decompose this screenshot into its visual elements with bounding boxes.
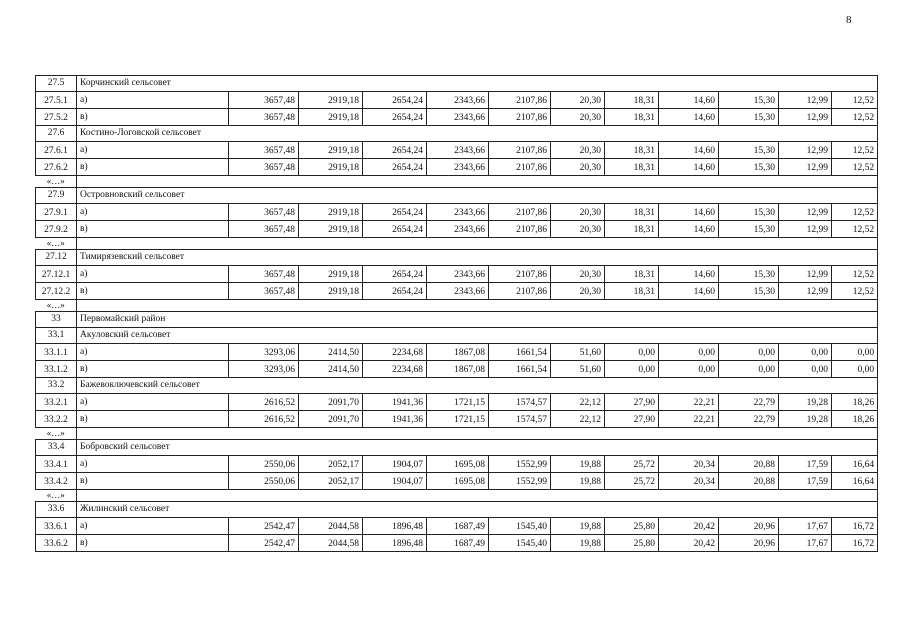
row-code: 33.6.2 [36, 535, 77, 552]
value-cell: 15,30 [719, 221, 779, 238]
value-cell: 18,31 [605, 204, 659, 221]
value-cell: 2542,47 [229, 518, 299, 535]
value-cell: 1941,36 [363, 411, 427, 428]
row-code: 27.9.2 [36, 221, 77, 238]
value-cell: 12,99 [779, 92, 832, 109]
value-cell: 0,00 [719, 344, 779, 361]
ellipsis-filler [77, 300, 878, 312]
value-cell: 2654,24 [363, 283, 427, 300]
value-cell: 2107,86 [489, 159, 551, 176]
value-cell: 1896,48 [363, 518, 427, 535]
value-cell: 20,30 [551, 159, 605, 176]
value-cell: 22,12 [551, 394, 605, 411]
value-cell: 2414,50 [299, 344, 363, 361]
ellipsis-mark: «…» [36, 428, 77, 440]
row-code: 33.4.1 [36, 456, 77, 473]
value-cell: 51,60 [551, 361, 605, 378]
section-code: 33.1 [36, 328, 77, 344]
value-cell: 15,30 [719, 109, 779, 126]
section-code: 27.12 [36, 250, 77, 266]
value-cell: 14,60 [659, 283, 719, 300]
value-cell: 18,31 [605, 142, 659, 159]
row-label: а) [77, 518, 229, 535]
value-cell: 14,60 [659, 92, 719, 109]
section-name: Островновский сельсовет [77, 188, 878, 204]
value-cell: 12,99 [779, 204, 832, 221]
value-cell: 16,64 [832, 473, 878, 490]
value-cell: 17,59 [779, 456, 832, 473]
value-cell: 1552,99 [489, 456, 551, 473]
value-cell: 2919,18 [299, 221, 363, 238]
value-cell: 0,00 [659, 344, 719, 361]
section-name: Тимирязевский сельсовет [77, 250, 878, 266]
value-cell: 18,26 [832, 411, 878, 428]
value-cell: 20,30 [551, 92, 605, 109]
section-row [36, 378, 878, 394]
row-code: 27.5.1 [36, 92, 77, 109]
row-code: 33.2.2 [36, 411, 77, 428]
row-label: в) [77, 411, 229, 428]
value-cell: 2091,70 [299, 411, 363, 428]
value-cell: 12,52 [832, 266, 878, 283]
value-cell: 2107,86 [489, 92, 551, 109]
value-cell: 12,52 [832, 92, 878, 109]
value-cell: 0,00 [659, 361, 719, 378]
value-cell: 20,96 [719, 535, 779, 552]
value-cell: 15,30 [719, 283, 779, 300]
value-cell: 16,72 [832, 518, 878, 535]
value-cell: 3657,48 [229, 204, 299, 221]
ellipsis-row [36, 238, 878, 250]
value-cell: 12,99 [779, 221, 832, 238]
value-cell: 25,80 [605, 518, 659, 535]
value-cell: 2550,06 [229, 473, 299, 490]
value-cell: 20,42 [659, 535, 719, 552]
value-cell: 19,88 [551, 456, 605, 473]
value-cell: 3657,48 [229, 283, 299, 300]
table-row [36, 266, 878, 283]
value-cell: 27,90 [605, 394, 659, 411]
section-code: 27.5 [36, 76, 77, 92]
value-cell: 20,30 [551, 266, 605, 283]
value-cell: 1574,57 [489, 411, 551, 428]
value-cell: 15,30 [719, 142, 779, 159]
value-cell: 1661,54 [489, 344, 551, 361]
value-cell: 2919,18 [299, 92, 363, 109]
section-code: 33.4 [36, 440, 77, 456]
section-row [36, 250, 878, 266]
value-cell: 2616,52 [229, 394, 299, 411]
value-cell: 18,31 [605, 92, 659, 109]
row-label: в) [77, 159, 229, 176]
value-cell: 12,52 [832, 142, 878, 159]
section-row [36, 312, 878, 328]
table-row [36, 283, 878, 300]
table-row [36, 344, 878, 361]
value-cell: 3657,48 [229, 266, 299, 283]
value-cell: 20,30 [551, 204, 605, 221]
value-cell: 20,30 [551, 142, 605, 159]
value-cell: 2343,66 [427, 283, 489, 300]
value-cell: 2343,66 [427, 221, 489, 238]
ellipsis-mark: «…» [36, 490, 77, 502]
value-cell: 20,42 [659, 518, 719, 535]
row-label: а) [77, 204, 229, 221]
row-label: в) [77, 283, 229, 300]
row-code: 27.9.1 [36, 204, 77, 221]
section-row [36, 188, 878, 204]
value-cell: 22,79 [719, 411, 779, 428]
value-cell: 14,60 [659, 142, 719, 159]
value-cell: 2654,24 [363, 92, 427, 109]
value-cell: 2044,58 [299, 535, 363, 552]
value-cell: 19,88 [551, 535, 605, 552]
value-cell: 12,99 [779, 109, 832, 126]
value-cell: 20,30 [551, 109, 605, 126]
value-cell: 20,34 [659, 473, 719, 490]
value-cell: 20,34 [659, 456, 719, 473]
tariff-table [35, 75, 878, 552]
value-cell: 16,72 [832, 535, 878, 552]
section-name: Корчинский сельсовет [77, 76, 878, 92]
table-row [36, 411, 878, 428]
section-name: Костино-Логовской сельсовет [77, 126, 878, 142]
ellipsis-mark: «…» [36, 176, 77, 188]
row-code: 33.4.2 [36, 473, 77, 490]
value-cell: 2654,24 [363, 109, 427, 126]
row-code: 33.1.2 [36, 361, 77, 378]
value-cell: 2343,66 [427, 266, 489, 283]
section-row [36, 328, 878, 344]
section-name: Первомайский район [77, 312, 878, 328]
ellipsis-filler [77, 176, 878, 188]
value-cell: 2654,24 [363, 204, 427, 221]
value-cell: 12,99 [779, 159, 832, 176]
value-cell: 2091,70 [299, 394, 363, 411]
value-cell: 17,67 [779, 518, 832, 535]
value-cell: 1695,08 [427, 456, 489, 473]
row-label: а) [77, 142, 229, 159]
value-cell: 2919,18 [299, 283, 363, 300]
value-cell: 19,88 [551, 473, 605, 490]
row-code: 33.1.1 [36, 344, 77, 361]
ellipsis-filler [77, 490, 878, 502]
value-cell: 20,30 [551, 283, 605, 300]
value-cell: 2234,68 [363, 344, 427, 361]
value-cell: 1867,08 [427, 344, 489, 361]
value-cell: 22,21 [659, 411, 719, 428]
value-cell: 2107,86 [489, 266, 551, 283]
ellipsis-mark: «…» [36, 238, 77, 250]
value-cell: 2343,66 [427, 159, 489, 176]
section-name: Бажевоключевский сельсовет [77, 378, 878, 394]
value-cell: 20,96 [719, 518, 779, 535]
value-cell: 2052,17 [299, 456, 363, 473]
value-cell: 15,30 [719, 92, 779, 109]
value-cell: 1721,15 [427, 394, 489, 411]
value-cell: 0,00 [832, 344, 878, 361]
value-cell: 2044,58 [299, 518, 363, 535]
value-cell: 14,60 [659, 221, 719, 238]
value-cell: 22,79 [719, 394, 779, 411]
section-name: Бобровский сельсовет [77, 440, 878, 456]
section-row [36, 502, 878, 518]
value-cell: 12,99 [779, 142, 832, 159]
value-cell: 18,31 [605, 221, 659, 238]
value-cell: 1687,49 [427, 535, 489, 552]
value-cell: 19,88 [551, 518, 605, 535]
value-cell: 2919,18 [299, 109, 363, 126]
row-code: 27.12.1 [36, 266, 77, 283]
value-cell: 25,72 [605, 473, 659, 490]
value-cell: 12,52 [832, 204, 878, 221]
value-cell: 2542,47 [229, 535, 299, 552]
table-row [36, 535, 878, 552]
value-cell: 18,31 [605, 109, 659, 126]
value-cell: 2052,17 [299, 473, 363, 490]
section-code: 27.9 [36, 188, 77, 204]
row-label: а) [77, 394, 229, 411]
value-cell: 19,28 [779, 411, 832, 428]
value-cell: 1687,49 [427, 518, 489, 535]
value-cell: 3657,48 [229, 221, 299, 238]
value-cell: 2550,06 [229, 456, 299, 473]
table-row [36, 92, 878, 109]
row-label: в) [77, 221, 229, 238]
value-cell: 12,52 [832, 109, 878, 126]
value-cell: 0,00 [779, 361, 832, 378]
table-row [36, 142, 878, 159]
table-row [36, 204, 878, 221]
value-cell: 18,31 [605, 159, 659, 176]
value-cell: 27,90 [605, 411, 659, 428]
value-cell: 2654,24 [363, 142, 427, 159]
value-cell: 1574,57 [489, 394, 551, 411]
value-cell: 1721,15 [427, 411, 489, 428]
value-cell: 12,52 [832, 159, 878, 176]
value-cell: 12,52 [832, 221, 878, 238]
value-cell: 3657,48 [229, 109, 299, 126]
ellipsis-row [36, 176, 878, 188]
value-cell: 17,67 [779, 535, 832, 552]
value-cell: 2414,50 [299, 361, 363, 378]
value-cell: 2343,66 [427, 109, 489, 126]
table-row [36, 221, 878, 238]
value-cell: 1896,48 [363, 535, 427, 552]
row-label: а) [77, 456, 229, 473]
row-label: в) [77, 535, 229, 552]
section-row [36, 440, 878, 456]
value-cell: 12,99 [779, 266, 832, 283]
row-code: 27.5.2 [36, 109, 77, 126]
value-cell: 1695,08 [427, 473, 489, 490]
value-cell: 2343,66 [427, 204, 489, 221]
row-label: а) [77, 266, 229, 283]
value-cell: 14,60 [659, 159, 719, 176]
value-cell: 2919,18 [299, 159, 363, 176]
value-cell: 2107,86 [489, 142, 551, 159]
ellipsis-filler [77, 428, 878, 440]
value-cell: 18,31 [605, 266, 659, 283]
row-code: 27.6.1 [36, 142, 77, 159]
value-cell: 12,99 [779, 283, 832, 300]
section-code: 33 [36, 312, 77, 328]
value-cell: 0,00 [605, 361, 659, 378]
row-label: а) [77, 344, 229, 361]
value-cell: 18,26 [832, 394, 878, 411]
value-cell: 1545,40 [489, 518, 551, 535]
value-cell: 3293,06 [229, 344, 299, 361]
value-cell: 3657,48 [229, 142, 299, 159]
row-label: а) [77, 92, 229, 109]
ellipsis-row [36, 490, 878, 502]
value-cell: 2654,24 [363, 221, 427, 238]
row-code: 33.6.1 [36, 518, 77, 535]
value-cell: 2654,24 [363, 266, 427, 283]
value-cell: 1904,07 [363, 473, 427, 490]
value-cell: 22,21 [659, 394, 719, 411]
row-label: в) [77, 361, 229, 378]
table-row [36, 109, 878, 126]
section-code: 33.2 [36, 378, 77, 394]
table-row [36, 518, 878, 535]
value-cell: 3657,48 [229, 159, 299, 176]
value-cell: 2107,86 [489, 109, 551, 126]
row-label: в) [77, 109, 229, 126]
row-label: в) [77, 473, 229, 490]
value-cell: 51,60 [551, 344, 605, 361]
table-row [36, 361, 878, 378]
ellipsis-row [36, 300, 878, 312]
value-cell: 25,80 [605, 535, 659, 552]
value-cell: 14,60 [659, 109, 719, 126]
page-number: 8 [846, 14, 852, 26]
ellipsis-mark: «…» [36, 300, 77, 312]
value-cell: 2234,68 [363, 361, 427, 378]
value-cell: 20,88 [719, 456, 779, 473]
value-cell: 18,31 [605, 283, 659, 300]
value-cell: 2107,86 [489, 221, 551, 238]
table-row [36, 159, 878, 176]
section-code: 27.6 [36, 126, 77, 142]
value-cell: 19,28 [779, 394, 832, 411]
value-cell: 2107,86 [489, 283, 551, 300]
value-cell: 12,52 [832, 283, 878, 300]
value-cell: 14,60 [659, 266, 719, 283]
value-cell: 22,12 [551, 411, 605, 428]
value-cell: 25,72 [605, 456, 659, 473]
value-cell: 0,00 [605, 344, 659, 361]
value-cell: 15,30 [719, 266, 779, 283]
value-cell: 2107,86 [489, 204, 551, 221]
table-row [36, 473, 878, 490]
value-cell: 2343,66 [427, 92, 489, 109]
row-code: 33.2.1 [36, 394, 77, 411]
value-cell: 1552,99 [489, 473, 551, 490]
table-row [36, 456, 878, 473]
section-row [36, 126, 878, 142]
value-cell: 2654,24 [363, 159, 427, 176]
value-cell: 0,00 [779, 344, 832, 361]
value-cell: 1661,54 [489, 361, 551, 378]
table-row [36, 394, 878, 411]
section-name: Акуловский сельсовет [77, 328, 878, 344]
table-body [36, 76, 878, 552]
value-cell: 16,64 [832, 456, 878, 473]
value-cell: 2343,66 [427, 142, 489, 159]
value-cell: 2919,18 [299, 142, 363, 159]
section-row [36, 76, 878, 92]
value-cell: 2919,18 [299, 266, 363, 283]
value-cell: 3657,48 [229, 92, 299, 109]
value-cell: 14,60 [659, 204, 719, 221]
value-cell: 2919,18 [299, 204, 363, 221]
value-cell: 0,00 [719, 361, 779, 378]
section-name: Жилинский сельсовет [77, 502, 878, 518]
section-code: 33.6 [36, 502, 77, 518]
value-cell: 15,30 [719, 159, 779, 176]
ellipsis-filler [77, 238, 878, 250]
value-cell: 17,59 [779, 473, 832, 490]
value-cell: 1941,36 [363, 394, 427, 411]
value-cell: 1545,40 [489, 535, 551, 552]
value-cell: 3293,06 [229, 361, 299, 378]
value-cell: 20,30 [551, 221, 605, 238]
value-cell: 0,00 [832, 361, 878, 378]
row-code: 27.6.2 [36, 159, 77, 176]
value-cell: 1904,07 [363, 456, 427, 473]
value-cell: 2616,52 [229, 411, 299, 428]
value-cell: 15,30 [719, 204, 779, 221]
ellipsis-row [36, 428, 878, 440]
row-code: 27.12.2 [36, 283, 77, 300]
value-cell: 20,88 [719, 473, 779, 490]
value-cell: 1867,08 [427, 361, 489, 378]
